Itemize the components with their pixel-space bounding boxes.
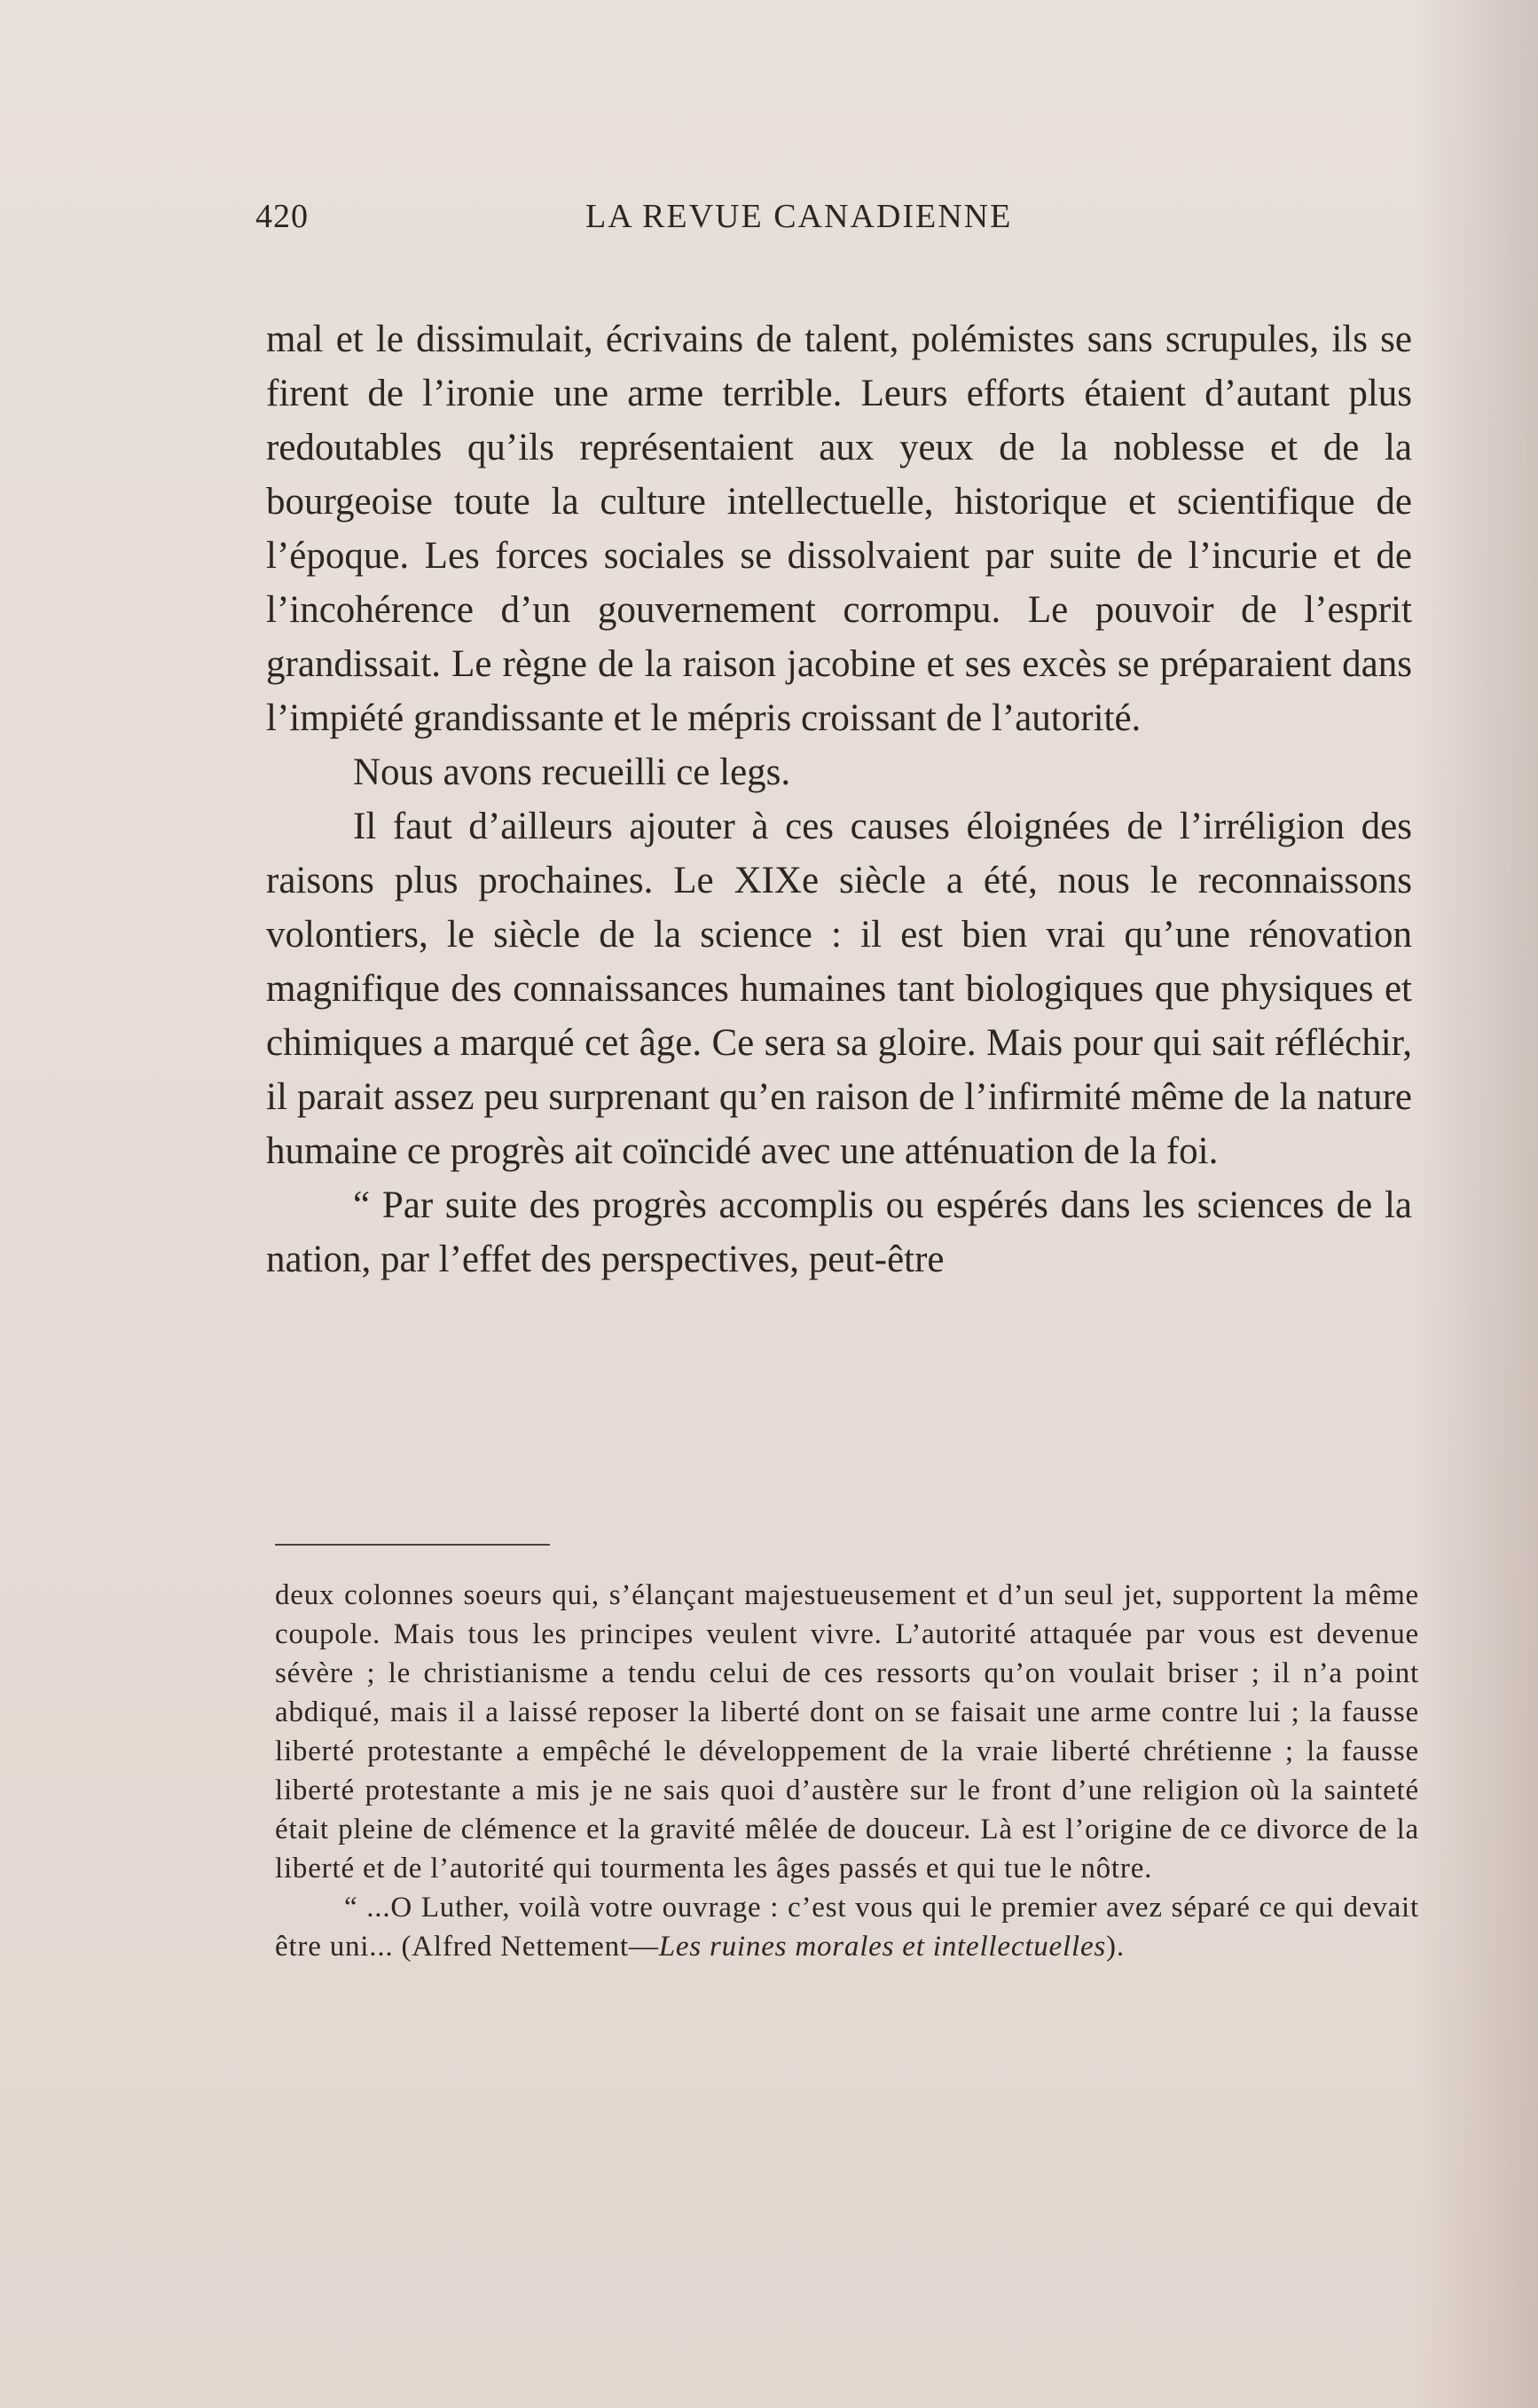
footnote-quote-end: ). (1106, 1931, 1125, 1963)
footnote-paragraph: deux colonnes soeurs qui, s’élançant majestueusement et d’un seul jet, supportent la même coupole. Mais tous les principes veulent vivre. L’autorité attaquée par vous est devenue sévère ; le christianisme a tendu celui de ces ressorts qu’on voulait briser ; il n’a point abdiqué, mais il a laissé reposer la liberté dont on se faisait une arme contre lui ; la fausse liberté protestante a empêché le développement de la vraie liberté chrétienne ; la fausse liberté protestante a mis je ne sais quoi d’austère sur le front d’une religion où la sainteté était pleine de clémence et la gravité mêlée de douceur. Là est l’origine de ce divorce de la liberté et de l’autorité qui tourmenta les âges passés et qui tue le nôtre. (275, 1579, 1419, 1885)
body-paragraph: Nous avons recueilli ce legs. (353, 752, 791, 793)
body-paragraph: mal et le dissimulait, écrivains de talent, polémistes sans scrupules, ils se firent de l’ironie une arme terrible. Leurs efforts étaient d’autant plus redoutables qu’ils représentaient aux yeux de la noblesse et de la bourgeoise toute la culture intellectuelle, historique et scientifique de l’époque. Les forces sociales se dissolvaient par suite de l’incurie et de l’incohérence d’un gouvernement corrompu. Le pouvoir de l’esprit grandissait. Le règne de la raison jacobine et ses excès se préparaient dans l’impiété grandissante et le mépris croissant de l’autorité. (266, 319, 1412, 739)
body-paragraph: “ Par suite des progrès accomplis ou espérés dans les sciences de la nation, par l’effet des perspectives, peut-être (266, 1184, 1412, 1280)
body-paragraph: Il faut d’ailleurs ajouter à ces causes éloignées de l’irréligion des raisons plus prochaines. Le XIXe siècle a été, nous le reconnaissons volontiers, le siècle de la science : il est bien vrai qu’une rénovation magnifique des connaissances humaines tant biologiques que physiques et chimiques a marqué cet âge. Ce sera sa gloire. Mais pour qui sait réfléchir, il parait assez peu surprenant qu’en raison de l’infirmité même de la nature humaine ce progrès ait coïncidé avec une atténuation de la foi. (266, 806, 1412, 1172)
running-title: LA REVUE CANADIENNE (585, 198, 1013, 235)
page-header (255, 197, 1433, 241)
footnote-quote-text: “ ...O Luther, voilà votre ouvrage : c’est vous qui le premier avez séparé ce qui devait être uni... (Alfred Nettement— (275, 1892, 1419, 1963)
footnote-source-title: Les ruines morales et intellectuelles (658, 1931, 1107, 1963)
main-text (266, 312, 1412, 1287)
footnote-divider (275, 1544, 550, 1546)
footnote-paragraph-quote (275, 1888, 1419, 1966)
page-number: 420 (255, 198, 309, 235)
footnote (275, 1576, 1419, 1966)
